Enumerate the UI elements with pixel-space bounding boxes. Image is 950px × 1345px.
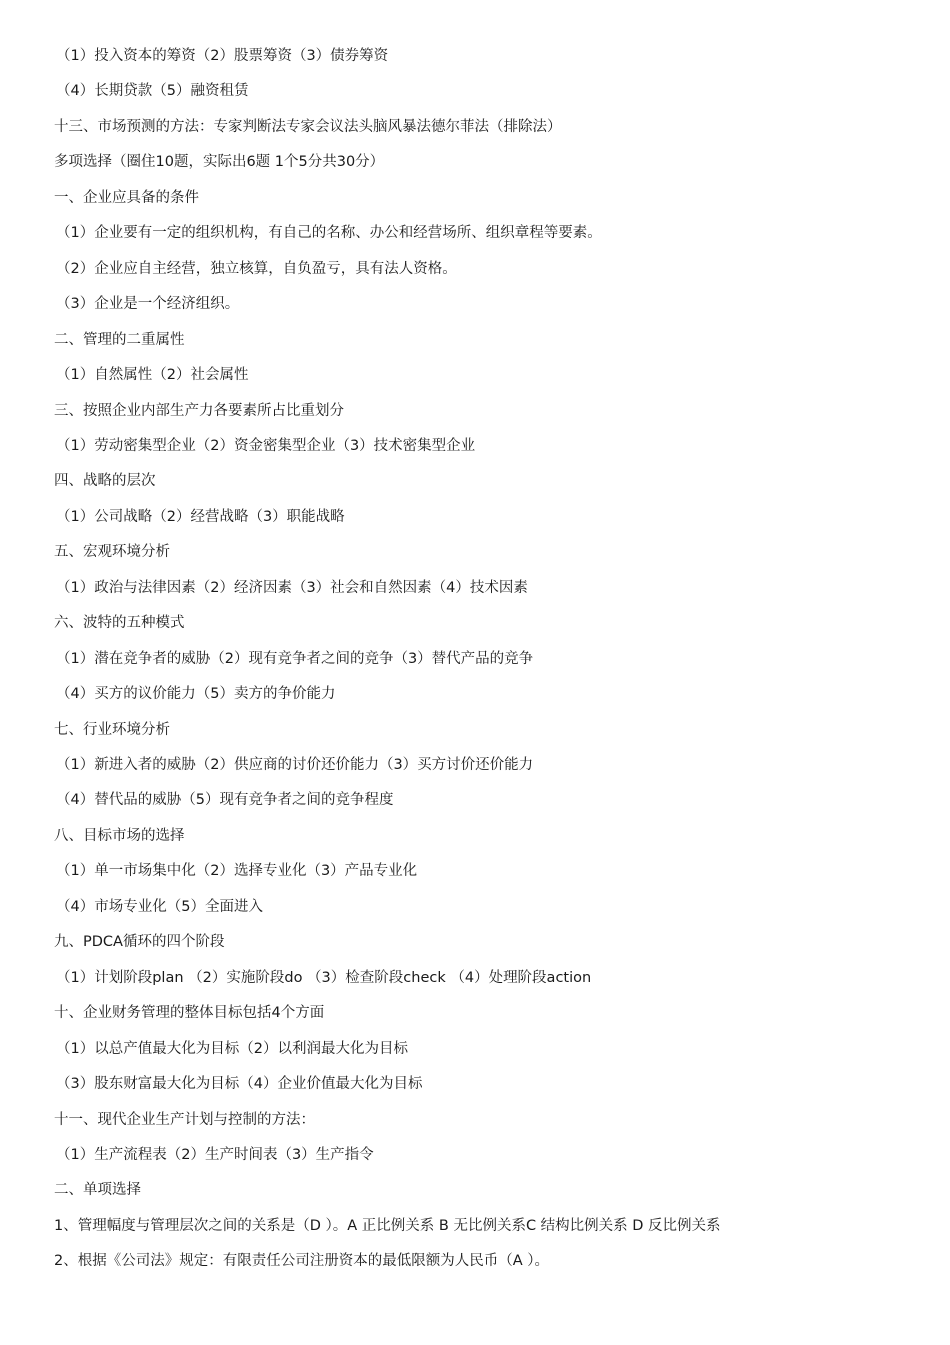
list-item: （4）买方的议价能力（5）卖方的争价能力	[56, 686, 336, 702]
section-heading: 九、PDCA循环的四个阶段	[54, 934, 225, 950]
section-heading: 四、战略的层次	[54, 473, 156, 489]
section-heading: 五、宏观环境分析	[54, 544, 170, 560]
section-heading: 十、企业财务管理的整体目标包括4个方面	[54, 1005, 325, 1021]
list-item: （4）长期贷款（5）融资租赁	[56, 83, 249, 99]
list-item: （3）企业是一个经济组织。	[56, 296, 240, 312]
section-heading: 十一、现代企业生产计划与控制的方法：	[54, 1112, 315, 1128]
list-item: （1）投入资本的筹资（2）股票筹资（3）债券筹资	[56, 48, 389, 64]
list-item: （1）自然属性（2）社会属性	[56, 367, 249, 383]
list-item: （4）替代品的威胁（5）现有竞争者之间的竞争程度	[56, 792, 394, 808]
list-item: （3）股东财富最大化为目标（4）企业价值最大化为目标	[56, 1076, 423, 1092]
list-item: （1）生产流程表（2）生产时间表（3）生产指令	[56, 1147, 374, 1163]
section-heading: 六、波特的五种模式	[54, 615, 185, 631]
list-item: （1）潜在竞争者的威胁（2）现有竞争者之间的竞争（3）替代产品的竞争	[56, 651, 534, 667]
section-heading: 八、目标市场的选择	[54, 828, 185, 844]
list-item: （2）企业应自主经营，独立核算，自负盈亏，具有法人资格。	[56, 261, 457, 277]
list-item: （1）公司战略（2）经营战略（3）职能战略	[56, 509, 345, 525]
list-item: （1）企业要有一定的组织机构，有自己的名称、办公和经营场所、组织章程等要素。	[56, 225, 602, 241]
section-heading: 二、单项选择	[54, 1182, 141, 1198]
list-item: （1）计划阶段plan （2）实施阶段do （3）检查阶段check （4）处理阶段action	[56, 970, 592, 986]
list-item: （1）政治与法律因素（2）经济因素（3）社会和自然因素（4）技术因素	[56, 580, 528, 596]
section-heading: 一、企业应具备的条件	[54, 190, 199, 206]
list-item: （1）新进入者的威胁（2）供应商的讨价还价能力（3）买方讨价还价能力	[56, 757, 534, 773]
list-item: （4）市场专业化（5）全面进入	[56, 899, 263, 915]
list-item: （1）单一市场集中化（2）选择专业化（3）产品专业化	[56, 863, 418, 879]
section-heading: 二、管理的二重属性	[54, 332, 185, 348]
section-heading: 七、行业环境分析	[54, 722, 170, 738]
section-heading: 2、根据《公司法》规定：有限责任公司注册资本的最低限额为人民币（A ）。	[54, 1253, 550, 1269]
section-heading: 三、按照企业内部生产力各要素所占比重划分	[54, 403, 344, 419]
section-heading: 1、管理幅度与管理层次之间的关系是（D ）。A 正比例关系 B 无比例关系C 结构比例关系 D 反比例关系	[54, 1218, 721, 1234]
list-item: （1）以总产值最大化为目标（2）以利润最大化为目标	[56, 1041, 408, 1057]
list-item: （1）劳动密集型企业（2）资金密集型企业（3）技术密集型企业	[56, 438, 476, 454]
section-heading: 多项选择（圈住10题，实际出6题 1个5分共30分）	[54, 154, 385, 170]
section-heading: 十三、市场预测的方法：专家判断法专家会议法头脑风暴法德尔菲法（排除法）	[54, 119, 562, 135]
